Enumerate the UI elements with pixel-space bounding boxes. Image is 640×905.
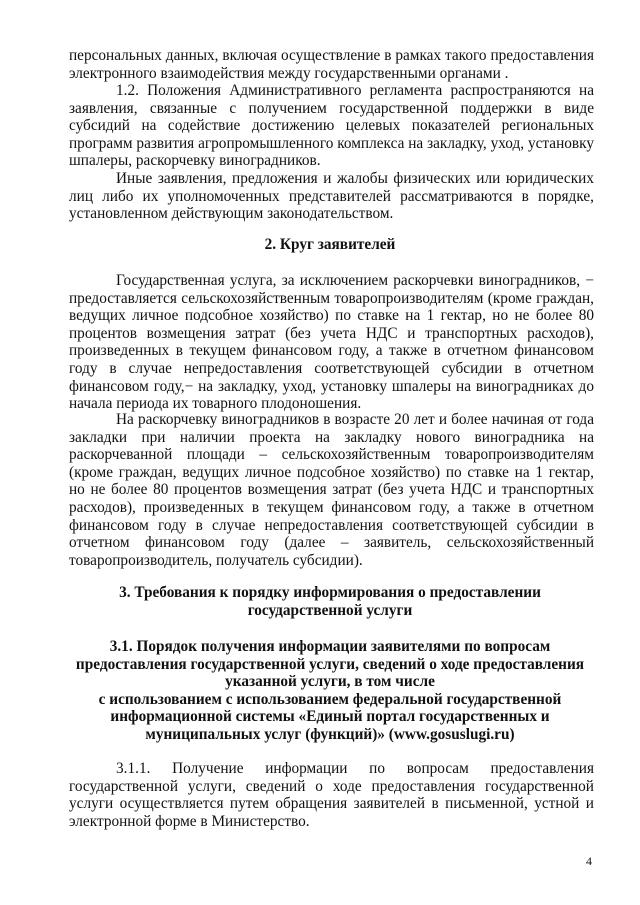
subsection-3-1-heading-line: предоставления государственной услуги, сведений о ходе предоставления: [75, 655, 585, 673]
subsection-3-1-heading-line: 3.1. Порядок получения информации заявителями по вопросам: [109, 638, 551, 655]
section-3-heading-line: 3. Требования к порядку информирования о предоставлении: [119, 584, 541, 601]
section-3-heading: [60, 584, 600, 619]
paragraph-personal-data: персональных данных, включая осуществление в рамках такого предоставления электронного взаимодействия между государственными органами .: [69, 47, 594, 82]
paragraph-3-1-1: 3.1.1. Получение информации по вопросам предоставления государственной услуги, сведений о ходе предоставления государственной услуги осуществляется путем обращения заявителей в письменной, устной и электронной форме в Министерство.: [69, 760, 594, 830]
subsection-3-1-heading-line: указанной услуги, в том числе: [225, 673, 435, 691]
paragraph-other-applications: Иные заявления, предложения и жалобы физических или юридических лиц либо их уполномоченных представителей рассматриваются в порядке, установленном действующим законодательством.: [69, 170, 594, 223]
subsection-3-1-heading-line: муниципальных услуг (функций)» (www.gosuslugi.ru): [145, 725, 515, 743]
page-number: 4: [586, 854, 592, 868]
subsection-3-1-heading: [60, 638, 600, 744]
subsection-3-1-heading-line: информационной системы «Единый портал государственных и: [110, 708, 550, 726]
section-2-heading: 2. Круг заявителей: [264, 236, 396, 253]
paragraph-state-service: Государственная услуга, за исключением раскорчевки виноградников, − предоставляется сельскохозяйственным товаропроизводителям (кроме граждан, ведущих личное подсобное хозяйство) по ставке на 1 гектар, но не более 80 процентов возмещения затрат (без учета НДС и транспортных расходов), произведенных в текущем финансовом году, а также в отчетном финансовом году в случае непредоставления соответствующей субсидии в отчетном финансовом году,− на закладку, уход, установку шпалеры на виноградниках до начала периода их товарного плодоношения.: [69, 272, 594, 413]
subsection-3-1-heading-line: с использованием с использованием федеральной государственной: [98, 690, 562, 708]
paragraph-uprooting: На раскорчевку виноградников в возрасте 20 лет и более начиная от года закладки при наличии проекта на закладку нового виноградника на раскорчеванной площади – сельскохозяйственным товаропроизводителям (кроме граждан, ведущих личное подсобное хозяйство) по ставке на 1 гектар, но не более 80 процентов возмещения затрат (без учета НДС и транспортных расходов), произведенных в текущем финансовом году, а также в отчетном финансовом году в случае непредоставления соответствующей субсидии в отчетном финансовом году (далее – заявитель, сельскохозяйственный товаропроизводитель, получатель субсидии).: [69, 411, 594, 569]
section-3-heading-line: государственной услуги: [247, 601, 413, 619]
paragraph-1-2: 1.2. Положения Административного регламента распространяются на заявления, связанные с получением государственной поддержки в виде субсидий на содействие достижению целевых показателей региональных программ развития агропромышленного комплекса на закладку, уход, установку шпалеры, раскорчевку виноградников.: [69, 82, 594, 170]
